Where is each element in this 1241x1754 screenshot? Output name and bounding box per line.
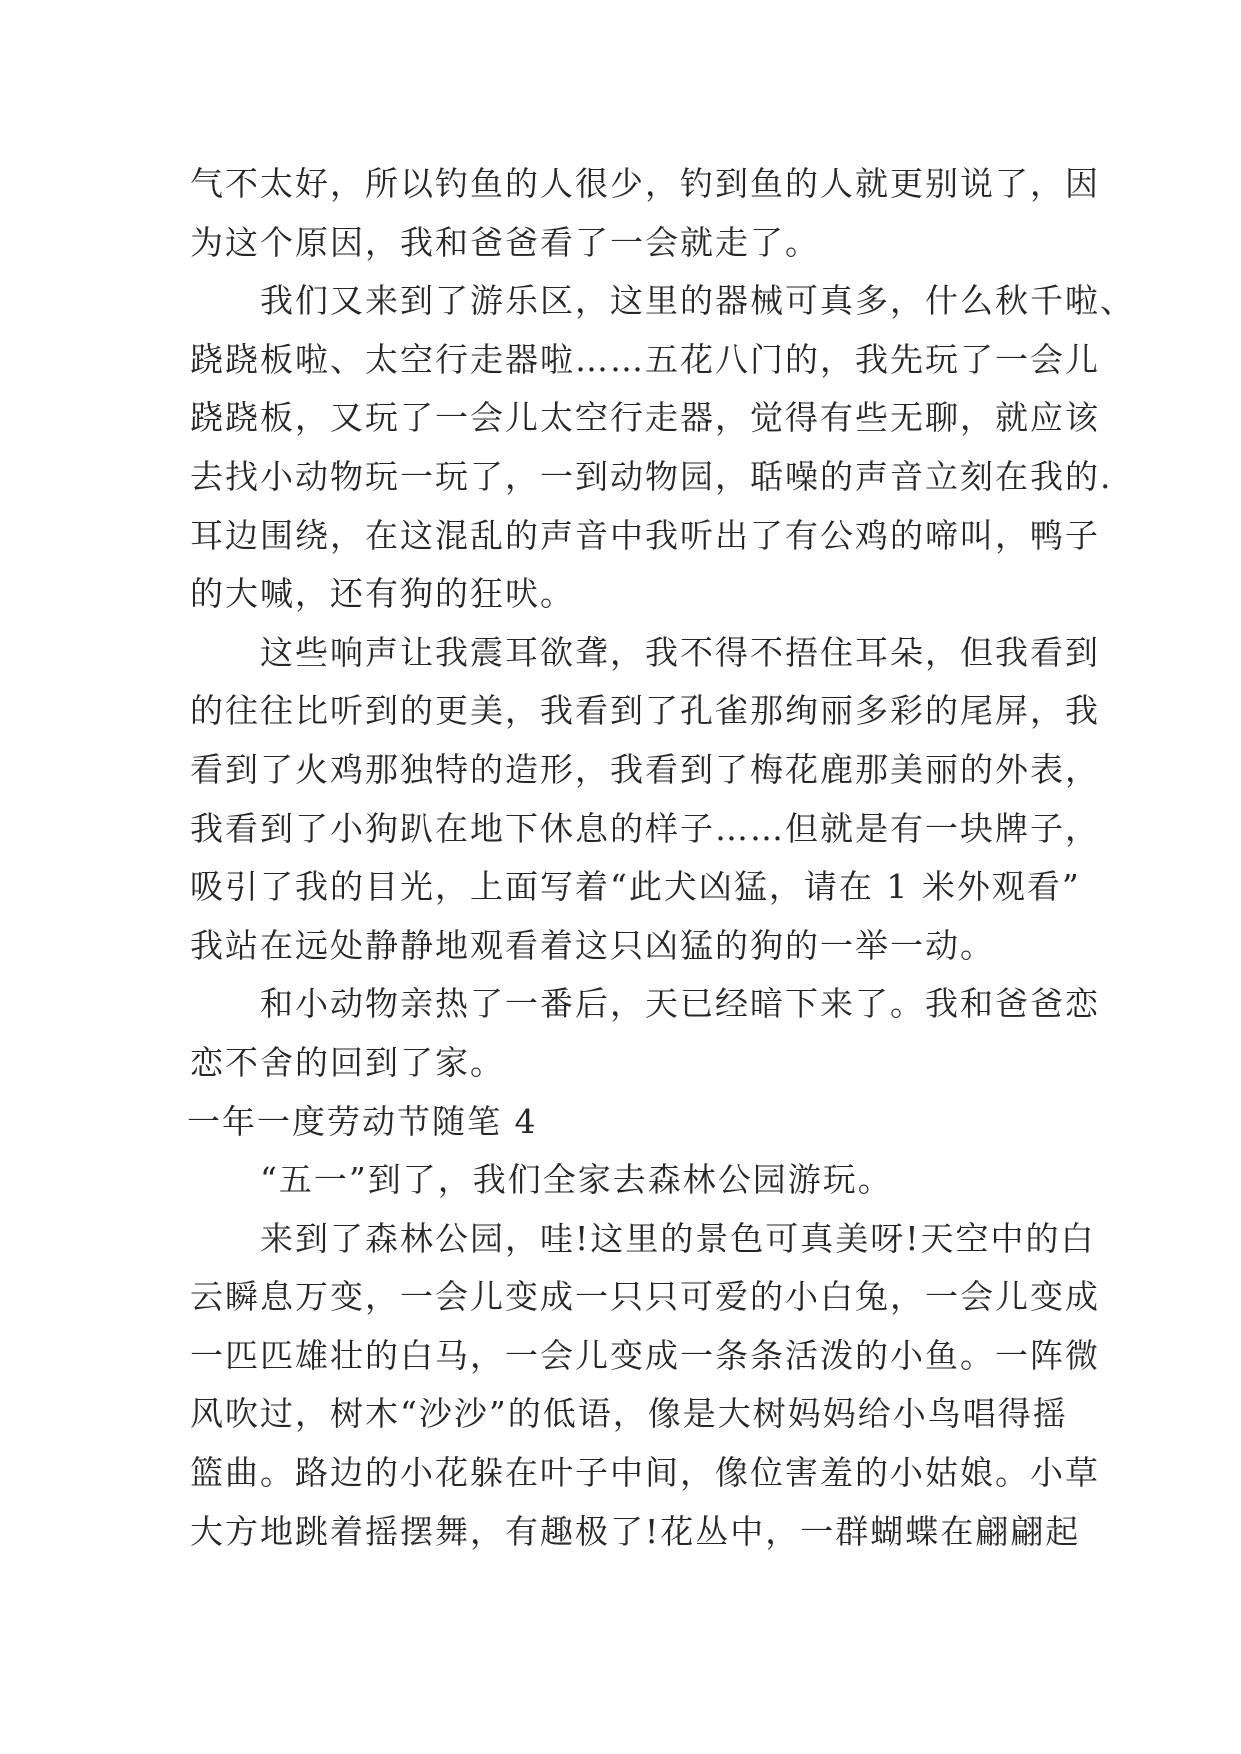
text-line: 大方地跳着摇摆舞，有趣极了!花丛中，一群蝴蝶在翩翩起	[190, 1511, 1081, 1551]
text-line: 为这个原因，我和爸爸看了一会就走了。	[190, 222, 820, 262]
text-line: 风吹过，树木“沙沙”的低语，像是大树妈妈给小鸟唱得摇	[190, 1394, 1068, 1434]
text-line: 去找小动物玩一玩了，一到动物园，聒噪的声音立刻在我的.	[190, 456, 1113, 496]
text-line: 跷跷板啦、太空行走器啦……五花八门的，我先玩了一会儿	[190, 339, 1100, 379]
text-line: 我们又来到了游乐区，这里的器械可真多，什么秋千啦、	[190, 281, 1135, 321]
text-line: 看到了火鸡那独特的造形，我看到了梅花鹿那美丽的外表，	[190, 749, 1100, 789]
text-line: 我看到了小狗趴在地下休息的样子……但就是有一块牌子，	[190, 808, 1100, 848]
text-line: 云瞬息万变，一会儿变成一只只可爱的小白兔，一会儿变成	[190, 1277, 1100, 1317]
document-body	[187, 155, 1135, 1561]
text-line: 的往往比听到的更美，我看到了孔雀那绚丽多彩的尾屏，我	[190, 691, 1100, 731]
text-line: 篮曲。路边的小花躲在叶子中间，像位害羞的小姑娘。小草	[190, 1453, 1100, 1493]
text-line: 跷跷板，又玩了一会儿太空行走器，觉得有些无聊，就应该	[190, 398, 1100, 438]
text-line: 这些响声让我震耳欲聋，我不得不捂住耳朵，但我看到	[190, 632, 1100, 672]
text-line: 气不太好，所以钓鱼的人很少，钓到鱼的人就更别说了，因	[190, 164, 1100, 203]
text-line: 来到了森林公园，哇!这里的景色可真美呀!天空中的白	[190, 1218, 1096, 1258]
text-line: 恋不舍的回到了家。	[190, 1042, 505, 1082]
text-line: 耳边围绕，在这混乱的声音中我听出了有公鸡的啼叫，鸭子	[190, 515, 1100, 555]
text-line: 和小动物亲热了一番后，天已经暗下来了。我和爸爸恋	[190, 984, 1100, 1024]
text-line: 的大喊，还有狗的狂吠。	[190, 574, 575, 614]
text-line: 我站在远处静静地观看着这只凶猛的狗的一举一动。	[190, 925, 995, 965]
text-line: 吸引了我的目光，上面写着“此犬凶猛，请在 1 米外观看”	[190, 867, 1081, 907]
text-line: 一匹匹雄壮的白马，一会儿变成一条条活泼的小鱼。一阵微	[190, 1335, 1100, 1375]
text-line: “五一”到了，我们全家去森林公园游玩。	[190, 1160, 893, 1200]
section-heading: 一年一度劳动节随笔 4	[187, 1101, 538, 1141]
